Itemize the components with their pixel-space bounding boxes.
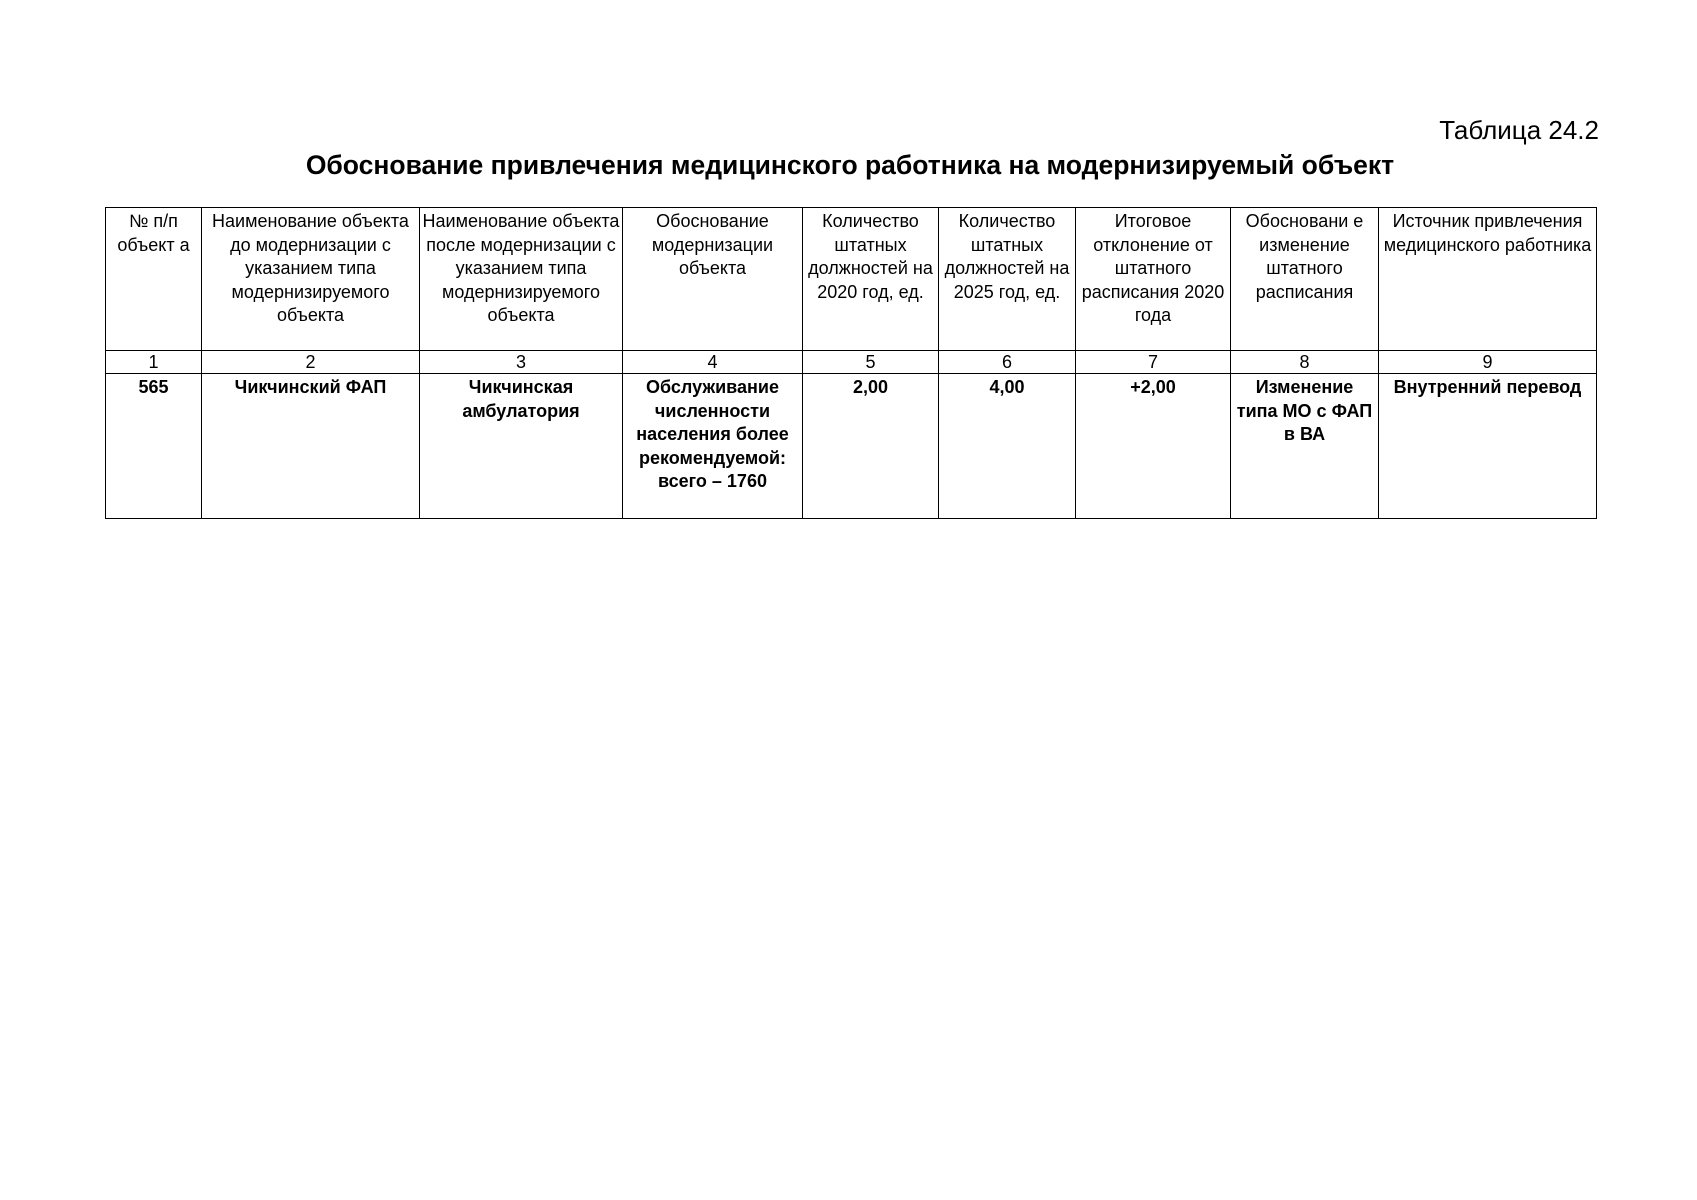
column-number: 2	[202, 351, 420, 374]
header-deviation: Итоговое отклонение от штатного расписания 2020 года	[1076, 208, 1231, 351]
header-staff-2020: Количество штатных должностей на 2020 год, ед.	[803, 208, 939, 351]
table-number: Таблица 24.2	[1439, 115, 1599, 145]
column-number: 9	[1379, 351, 1597, 374]
header-staff-2025: Количество штатных должностей на 2025 год, ед.	[939, 208, 1076, 351]
column-number: 1	[106, 351, 202, 374]
cell-change-reason: Изменение типа МО с ФАП в ВА	[1231, 374, 1379, 519]
cell-name-after: Чикчинская амбулатория	[420, 374, 623, 519]
cell-deviation: +2,00	[1076, 374, 1231, 519]
header-name-before: Наименование объекта до модернизации с указанием типа модернизируемого объекта	[202, 208, 420, 351]
cell-name-before: Чикчинский ФАП	[202, 374, 420, 519]
column-number: 3	[420, 351, 623, 374]
column-number: 7	[1076, 351, 1231, 374]
cell-staff-2020: 2,00	[803, 374, 939, 519]
column-number: 4	[623, 351, 803, 374]
document-title: Обоснование привлечения медицинского работника на модернизируемый объект	[305, 150, 1395, 180]
table-row	[106, 374, 1597, 519]
header-source: Источник привлечения медицинского работника	[1379, 208, 1597, 351]
column-number: 8	[1231, 351, 1379, 374]
table-header-row	[106, 208, 1597, 351]
cell-source: Внутренний перевод	[1379, 374, 1597, 519]
column-number: 6	[939, 351, 1076, 374]
header-change-reason: Обосновани е изменение штатного расписания	[1231, 208, 1379, 351]
column-number: 5	[803, 351, 939, 374]
cell-object-number: 565	[106, 374, 202, 519]
header-name-after: Наименование объекта после модернизации с указанием типа модернизируемого объекта	[420, 208, 623, 351]
column-number-row	[106, 351, 1597, 374]
justification-table	[105, 207, 1597, 519]
cell-staff-2025: 4,00	[939, 374, 1076, 519]
cell-justification: Обслуживание численности населения более рекомендуемой: всего – 1760	[623, 374, 803, 519]
header-object-number: № п/п объект а	[106, 208, 202, 351]
header-justification: Обоснование модернизации объекта	[623, 208, 803, 351]
